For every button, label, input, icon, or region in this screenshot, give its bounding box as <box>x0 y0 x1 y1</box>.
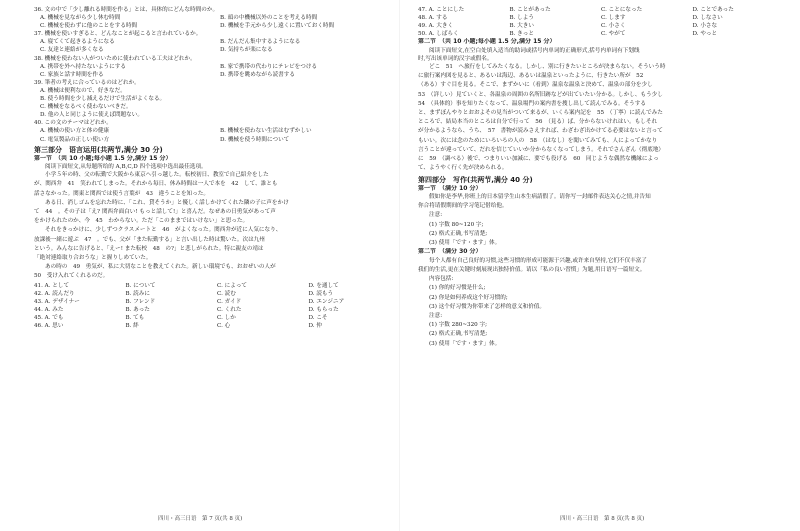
passage-line: それをきっかけに、少しずつクラスメートと 46 がよくなった。関西弁が近に人気になり、 <box>45 227 282 234</box>
task-prompt: 每个人都有自己良好的习惯,这些习惯的形成可能源于兴趣,或许来自坚持,它们不仅丰富了 <box>429 257 647 264</box>
q36-option-c: C. 機械を使わずに他のことをする時間 <box>40 23 138 30</box>
writing-task-2 <box>418 257 784 349</box>
q39-option-a: A. 機械は便利なので、好きなだ。 <box>40 87 126 94</box>
writing-task-1 <box>418 193 784 248</box>
choice: B. きっと <box>509 31 534 38</box>
choice: D. 小さな <box>692 23 718 30</box>
q39-option-d: D. 他の人と同じように使えば問題ない。 <box>40 112 143 119</box>
passage-line: 小学５年の時、父の転勤で大阪から東京へ引っ越した。転校初日、教室で自己紹介をした <box>45 172 269 179</box>
choice: C. します <box>601 15 626 22</box>
q40-stem: 40. この文のテーマはどれか。 <box>34 120 112 127</box>
task-note: (3) 使用「です・ます」体。 <box>429 340 501 347</box>
choice: B. 絆 <box>125 323 139 330</box>
task-content-label: 内容包括: <box>429 276 454 283</box>
task-content-item: (2) 你是如何养成这个好习惯的; <box>429 294 508 301</box>
q37-options <box>34 38 400 54</box>
passage-line: という。みんなに告げると、「えー! また転校 48 の?」と悲しがられた。特に親友の靖は <box>34 245 264 252</box>
choice-row-49 <box>418 22 784 30</box>
choice: 44. A. みた <box>34 306 64 313</box>
q37-stem: 37. 機械を使いすぎると、どんなことが起こると言われているか。 <box>34 31 202 38</box>
choice-row-41 <box>34 282 400 290</box>
choice: C. しか <box>217 315 236 321</box>
choice: C. 小さく <box>601 23 626 30</box>
q36-option-b: B. 頭の中機械以外のことを考える時間 <box>220 15 318 22</box>
passage-line: に旅行案内図を見ると、あるいは海辺、あるいは温泉といったように、行きたい所が 52 <box>418 73 644 80</box>
choice-row-43 <box>34 298 400 306</box>
q40-option-b: B. 機械を使わない生活はむずかしい <box>220 128 312 135</box>
choice: B. ことがあった <box>509 7 551 13</box>
q40-option-d: D. 機械を使う時間について <box>220 136 290 143</box>
choice: D. こそ <box>308 315 328 321</box>
choice: B. 大きい <box>509 23 534 30</box>
q36-stem: 36. 文の中で「少し離れる時間を作る」とは、具体的にどんな時間のか。 <box>34 7 219 13</box>
choice: D. しなさい <box>692 15 723 22</box>
choice: B. あった <box>125 306 150 313</box>
passage-line: 話さなかった。関東と関西では使う言葉が 43 違うことを知った。 <box>34 190 209 197</box>
task-content-item: (1) 你的好习惯是什么; <box>429 285 486 292</box>
task-note: (2) 格式正确,书写清楚; <box>429 230 488 237</box>
q36-option-a: A. 機械を見ながら少し休む時間 <box>40 15 121 22</box>
q38-option-a: A. 携帯を外へ持たないようにする <box>40 63 126 70</box>
choice: B. について <box>125 282 156 289</box>
section-3-heading: 第三部分 语言运用(共两节,满分 30 分) <box>34 145 163 154</box>
section-3-part-2-instructions-cont: 时,写出该单词的汉字或假名。 <box>418 55 493 62</box>
passage-line: もいい。次には念のためにいろいろの人の 58 （はなし）を聞いてみても、人によってかなり <box>418 137 658 144</box>
q37-option-a: A. 寝てくて起きるようになる <box>40 39 115 46</box>
q39-option-c: C. 機械をなるべく使わないべきだ。 <box>40 104 132 111</box>
section-3-part-2-heading: 第二节 （共 10 小题;每小题 1.5 分,满分 15 分） <box>418 38 556 46</box>
passage-line: て、ようやく行く先が決められる。 <box>418 165 508 172</box>
choice-row-42 <box>34 290 400 298</box>
passage-line: 言うことが違っていて、だれを信じていいか分からなくなってしまう。それでさんざん（彻底地） <box>418 146 665 153</box>
choice: C. 心 <box>217 323 231 330</box>
choice: C. 読む <box>217 290 236 297</box>
passage-line: あの時の 49 勇気が、私に大切なことを教えてくれた。新しい環境でも、おおぜいの人が <box>45 264 276 271</box>
choice: 42. A. 読んだり <box>34 290 75 297</box>
passage-line: （ある）すぐ目を見る。そこで、まずかいに（看到）温泉な温泉と決めて、温泉の部分を少し <box>418 82 653 89</box>
choice: C. ことになった <box>601 7 643 13</box>
task-prompt-cont: 我们的生活,更在关键时刻展现出独特价值。请以「私の良い習慣」为题,用日语写一篇短文。 <box>418 266 646 273</box>
choice: 45. A. でも <box>34 315 64 321</box>
passage-line: に 59 （調べる）後で、つまりいい加減に、要でも役げる 60 同じような偶然な機縁によっ <box>418 156 659 163</box>
choice: B. フレンド <box>125 298 156 305</box>
choice-row-47 <box>418 6 784 14</box>
q37-option-d: D. 気持ちが楽になる <box>220 47 273 54</box>
choice: C. によって <box>217 282 248 289</box>
q36-option-d: D. 機械を手元から少し遠くに置いておく時間 <box>220 23 335 30</box>
choice: D. ことであった <box>692 7 734 13</box>
choice: 46. A. 思い <box>34 323 64 330</box>
task-note-label: 注意: <box>429 312 443 319</box>
q38-option-b: B. 家で携帯の代わりにテレビをつける <box>220 63 318 70</box>
passage-line: 54 （具体的）事を知りたくなって、温泉場門の案内書を捜し出して読んでみる。そうする <box>418 100 646 107</box>
passage-line: どこ 51 へ旅行をしてみたくなる。しかし、別に行きたいところが決まらない。そういう時 <box>429 64 666 71</box>
choice-row-46 <box>34 322 400 330</box>
choice: C. やがて <box>601 31 626 38</box>
choice-row-48 <box>418 14 784 22</box>
choice: D. 仲 <box>308 323 322 330</box>
choice: 41. A. として <box>34 282 70 289</box>
choice: D. もらった <box>308 306 339 313</box>
choice: 49. A. 大きく <box>418 23 454 30</box>
choice: 50. A. しばらく <box>418 31 459 38</box>
page-footer-left: 四川・高三日语 第 7 页(共 8 页) <box>158 516 243 522</box>
choice: C. ガイド <box>217 298 242 305</box>
left-page <box>34 6 400 330</box>
choice: B. しよう <box>509 15 534 22</box>
q38-stem: 38. 機械を使わない人がついために使われている工夫はどれか。 <box>34 55 196 62</box>
passage-line: ある日、消しゴムを忘れた時に、「これ、貸そうか」と優しく話しかけてくれた隣の子に声をかけ <box>45 199 289 206</box>
task-note: (2) 格式正确,书写清楚; <box>429 331 488 338</box>
passage-line: 「絶対連絡取り合おうな」と握りしめていた。 <box>34 255 152 262</box>
section-4-part-2-heading: 第二节 （满分 30 分） <box>418 248 482 256</box>
choice: D. を通して <box>308 282 339 289</box>
page-footer-right: 四川・高三日语 第 8 页(共 8 页) <box>560 516 645 522</box>
q37-option-b: B. だんだん集中するようになる <box>220 39 301 46</box>
task-prompt: 假如你是李华,你班上的日本留学生山本生病請假了。请你写一封邮件表达关心之情,并告知 <box>429 194 651 200</box>
task-note-label: 注意: <box>429 212 443 219</box>
choice: C. くれた <box>217 306 242 313</box>
q38-option-c: C. 家族と話す時間を作る <box>40 71 104 78</box>
passage-line: 53 （詳しい）見ていくと、各温泉の周囲の名所旧跡などが出ていたい分かる。しかし、もう少し <box>418 91 663 98</box>
q38-option-d: D. 携帯を眺めながら読書する <box>220 71 295 78</box>
section-4-part-1-heading: 第一节 （满分 10 分） <box>418 184 482 192</box>
section-4-heading: 第四部分 写作(共两节,满分 40 分) <box>418 175 533 184</box>
passage-line: 放課後一緒に遊ぶ 47 。でも、父が「また転勤する」と言い出した時は驚いた。次は九州 <box>34 236 265 243</box>
choice: 47. A. ことにした <box>418 7 465 13</box>
q38-options <box>34 63 400 79</box>
task-note: (1) 字数 80~120 字; <box>429 221 484 228</box>
choice: B. ても <box>125 315 145 321</box>
choice-row-44 <box>34 306 400 314</box>
q39-stem: 39. 筆者の考えに合っているのはどれか。 <box>34 79 140 86</box>
q39-option-b: B. 使う時間を少し減えるだけで生活がよくなる。 <box>40 96 166 103</box>
q40-options <box>34 127 400 143</box>
choice: D. エンジニア <box>308 298 345 305</box>
task-content-item: (3) 这个好习惯为你带来了怎样的意义和价值。 <box>429 303 545 310</box>
choice: 48. A. する <box>418 15 448 22</box>
task-note: (1) 字数 280~320 字; <box>429 322 487 329</box>
passage-line: 50 受け入れてくれるのだ。 <box>34 273 109 280</box>
right-page <box>418 6 784 349</box>
section-3-part-2-instructions: 阅读下面短文,在空白处填入适当的助词或括号内单词的正确形式,括号内单词有下划线 <box>429 47 640 54</box>
passage-line: が、関西弁 41 笑われてしまった。それから毎日、休み時間は一人で本を 42 して、誰とも <box>34 181 278 188</box>
section-3-part-1-heading: 第一节 （共 10 小题;每小题 1.5 分,满分 15 分） <box>34 154 172 162</box>
passage-line: をかけられたのか、今 45 わからない。ただ「このままではいけない」と思った。 <box>34 218 249 225</box>
passage-line: ところで、結局本当のところは自分で行って 56 （見る）ば、分からないけれはい。もしそれ <box>418 119 658 126</box>
q37-option-c: C. 友達と連絡が多くなる <box>40 47 104 54</box>
q40-option-a: A. 機械の使い方と体の健康 <box>40 128 110 135</box>
cloze-passage <box>34 171 400 281</box>
fill-in-passage <box>418 63 784 173</box>
passage-line: と、まずぼんやりとおおよその見当がついて来るが、いくら案内記を 55 （丁寧）に読んでみた <box>418 110 663 117</box>
choice: B. 読みに <box>125 290 150 297</box>
choice: D. やっと <box>692 31 718 38</box>
choice: D. 読もう <box>308 290 334 297</box>
q40-option-c: C. 電気製品の正しい使い方 <box>40 136 110 143</box>
choice: 43. A. デザイナー <box>34 298 80 305</box>
section-3-instructions: 阅读下面短文,从每题所给的 A,B,C,D 四个选项中选出最佳选项。 <box>45 164 207 171</box>
passage-line: て 44 。その子は「え? 関西弁面白い! もっと話して!」と喜んだ。なぜあの日勇気があって声 <box>34 209 276 215</box>
passage-line: が分かるようなら、うち、 57 書物が読みさえすれば、わざわざ出かけてる必要はないと言って <box>418 128 663 135</box>
task-note: (3) 使用「です・ます」体。 <box>429 240 501 247</box>
task-prompt-cont: 你合将请假期间的学习笔记借给他。 <box>418 203 508 210</box>
choice-row-45 <box>34 314 400 322</box>
q36-options <box>34 14 400 30</box>
choice-row-50 <box>418 30 784 38</box>
